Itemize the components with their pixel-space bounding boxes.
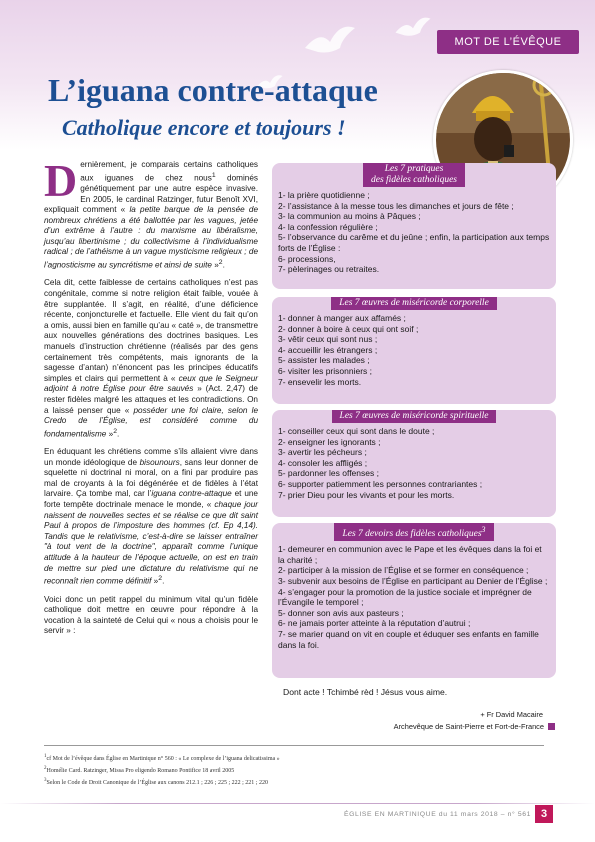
list-item: 7- prier Dieu pour les vivants et pour les morts. xyxy=(278,489,455,500)
quotation: posséder une foi claire, selon le Credo de l’Église, est considéré comme du fondamentalisme xyxy=(44,405,259,439)
list-item: 2- enseigner les ignorants ; xyxy=(278,436,381,447)
article-paragraph xyxy=(44,447,258,587)
article-paragraph xyxy=(44,278,258,440)
footnote-number: 3 xyxy=(44,778,47,783)
text-run: » xyxy=(151,576,159,586)
footnote-ref: 3 xyxy=(481,525,486,534)
signature-name: + Fr David Macaire xyxy=(480,710,543,719)
list-item: 1- donner à manger aux affamés ; xyxy=(278,313,406,323)
footnote-number: 2 xyxy=(44,766,47,771)
quotation: chaque jour naissent de nouvelles sectes et se réalise ce que dit saint Paul à propos de l’imposture des hommes (cf. Ep 4,14). Tandis que le relativisme, c’est-à-dire se laisser entraîner "à tout vent de la doctrine", apparaît comme l’unique attitude à la hauteur de l’époque actuelle, on est en train de mettre sur pied une dictature du relativisme qui ne reconnaît rien comme définitif xyxy=(44,500,258,586)
list-item: 6- visiter les prisonniers ; xyxy=(278,365,373,376)
signature-role: Archevêque de Saint-Pierre et Fort-de-France xyxy=(393,722,544,731)
corporal-mercy-box xyxy=(272,297,556,404)
article-paragraph xyxy=(44,155,259,271)
text-run: et une forte tempête doctrinale menace le monde, « xyxy=(44,489,258,510)
list-item: 6- supporter patiemment les personnes contrariantes ; xyxy=(278,478,483,489)
list-item: 3- la communion au moins à Pâques ; xyxy=(278,211,421,222)
quotation: la petite barque de la pensée de nombreux chrétiens a été ballottée par les vagues, jetée d’un extrême à l’autre : du marxisme au libéralisme, jusqu’au libertinisme ; du collectivisme à l’individualisme radical ; de l’athéisme à un vague mysticisme religieux ; de l’agnosticisme au syncrétisme et ainsi de suite xyxy=(44,205,259,270)
list-item: 1- conseiller ceux qui sont dans le doute ; xyxy=(278,426,435,436)
box-title-line: Les 7 devoirs des fidèles catholiques xyxy=(342,529,482,540)
text-run: » xyxy=(106,429,114,439)
closing-tagline: Dont acte ! Tchimbé rèd ! Jésus vous aime. xyxy=(283,687,448,697)
article-body xyxy=(44,155,259,644)
footnote-ref: 2 xyxy=(113,427,118,435)
text-run: » xyxy=(211,260,219,270)
drop-cap: D xyxy=(44,155,78,206)
footnote xyxy=(44,764,280,776)
text-run: ernièrement, je comparais certains catholiques aux iguanes de chez nous xyxy=(80,160,258,183)
list-item: 5- l’observance du carême et du jeûne ; enfin, la participation aux temps forts de l’Église : xyxy=(278,232,550,253)
box-title xyxy=(363,163,465,187)
list-item: 5- assister les malades ; xyxy=(278,355,370,366)
footnote-number: 1 xyxy=(44,754,47,759)
list-item: 2- donner à boire à ceux qui ont soif ; xyxy=(278,323,419,334)
footnotes xyxy=(44,752,280,788)
box-title: Les 7 œuvres de miséricorde spirituelle xyxy=(332,410,497,423)
text-run: . xyxy=(117,429,120,439)
page-subtitle: Catholique encore et toujours ! xyxy=(62,115,346,140)
footnote xyxy=(44,776,280,788)
publication-footer: ÉGLISE EN MARTINIQUE du 11 mars 2018 – n° 561 xyxy=(344,811,531,818)
section-tag: MOT DE L’ÉVÊQUE xyxy=(437,30,579,54)
italic-text: iguana contre-attaque xyxy=(151,489,232,499)
text-run: . xyxy=(222,260,225,270)
page-title: L’iguana contre-attaque xyxy=(48,72,378,108)
footnote-text: cf Mot de l’évêque dans Église en Martinique n° 560 : « Le complexe de l’iguana delicatissima » xyxy=(46,756,280,762)
footnote-ref: 2 xyxy=(218,259,223,267)
square-bullet xyxy=(548,723,555,730)
list-item: 2- l’assistance à la messe tous les dimanches et jours de fête ; xyxy=(278,200,514,211)
list-item: 6- processions, xyxy=(278,253,336,264)
footnote xyxy=(44,752,280,764)
italic-text: bisounours xyxy=(139,457,180,467)
practices-box xyxy=(272,163,556,289)
list-item: 5- donner son avis aux pasteurs ; xyxy=(278,607,404,618)
text-run: dominés génétiquement par une autre espèce invasive. En 2005, le cardinal Ratzinger, futur Benoît XVI, expliquait comment « xyxy=(44,173,258,215)
box-title xyxy=(334,523,493,541)
box-title-line: Les 7 pratiques xyxy=(384,164,444,174)
duties-box xyxy=(272,523,556,678)
list-item: 4- s’engager pour la promotion de la justice sociale et imprégner de l’Évangile le temporel ; xyxy=(278,586,532,608)
corporal-mercy-list xyxy=(278,313,550,387)
list-item: 4- la confession régulière ; xyxy=(278,221,378,232)
spiritual-mercy-box xyxy=(272,410,556,517)
list-item: 3- avertir les pécheurs ; xyxy=(278,447,367,458)
list-item: 7- pèlerinages ou retraites. xyxy=(278,264,380,275)
box-title-line: des fidèles catholiques xyxy=(370,175,457,185)
list-item: 4- consoler les affligés ; xyxy=(278,457,368,468)
practices-list xyxy=(278,190,550,275)
footnote-divider xyxy=(44,745,544,746)
footnote-text: Selon le Code de Droit Canonique de l’Église aux canons 212.1 ; 226 ; 225 ; 222 ; 221 ; 220 xyxy=(46,780,268,786)
list-item: 1- demeurer en communion avec le Pape et les évêques dans la foi et la charité ; xyxy=(278,544,542,565)
list-item: 2- participer à la mission de l’Église et se former en conséquence ; xyxy=(278,565,529,576)
article-paragraph: Voici donc un petit rappel du minimum vital qu’un fidèle catholique doit mettre en œuvre pour répondre à la vocation à la sainteté de Celui qui « nous a choisis pour le servir » : xyxy=(44,594,258,636)
list-item: 7- se marier quand on vit en couple et éduquer ses enfants en famille dans la foi. xyxy=(278,628,539,650)
page-number: 3 xyxy=(535,805,553,823)
spiritual-mercy-list xyxy=(278,426,550,500)
list-item: 5- pardonner les offenses ; xyxy=(278,468,379,479)
box-title: Les 7 œuvres de miséricorde corporelle xyxy=(331,297,497,310)
text-run: Cela dit, cette faiblesse de certains catholiques n’est pas congénitale, comme si notre religion était faible, vouée à être supplantée. Il s’agit, en réalité, d’une déficience récente, conjoncturelle et factuelle. Elle vient du fait qu’on a omis, aussi bien en famille qu’au « caté », de transmettre aux nouvelles générations des doctrines basiques. Les manuels d’instruction chrétienne (réalisés par des gens certainement très compétents, mais ignorants de la sagesse d’antan) n’énoncent pas les principes éducatifs simples et clairs qui permettent à « xyxy=(44,278,258,383)
text-run: , sans leur donner de squelette ni doctrinal ni moral, on a fini par produire pas mal de croyants à la foi dégénérée et de fidèles à l’état larvaire. Ça tombe mal, car l’ xyxy=(44,457,258,499)
text-run: » (Act. 2,47) de rester fidèles malgré les attaques et les contradictions. On a laissé penser que « xyxy=(44,384,258,415)
text-run: En éduquant les chrétiens comme s’ils allaient vivre dans un monde idéologique de xyxy=(44,447,258,467)
list-item: 6- ne jamais porter atteinte à la réputation d’autrui ; xyxy=(278,618,471,629)
footer-divider xyxy=(0,803,595,804)
dove-icon xyxy=(392,12,434,42)
footnote-text: Homélie Card. Ratzinger, Missa Pro eligendo Romano Pontifice 18 avril 2005 xyxy=(46,768,235,774)
dove-icon xyxy=(300,20,360,60)
list-item: 1- la prière quotidienne ; xyxy=(278,190,370,200)
list-item: 3- vêtir ceux qui sont nus ; xyxy=(278,334,378,345)
duties-list xyxy=(278,544,550,650)
footnote-ref: 2 xyxy=(158,575,163,583)
list-item: 4- accueillir les étrangers ; xyxy=(278,344,378,355)
text-run: . xyxy=(162,576,165,586)
list-item: 3- subvenir aux besoins de l’Église en participant au Denier de l’Église ; xyxy=(278,575,548,586)
quotation: ceux que le Seigneur adjoint à notre Église pour être sauvés xyxy=(44,373,258,394)
list-item: 7- ensevelir les morts. xyxy=(278,376,362,387)
footnote-ref: 1 xyxy=(211,171,216,179)
